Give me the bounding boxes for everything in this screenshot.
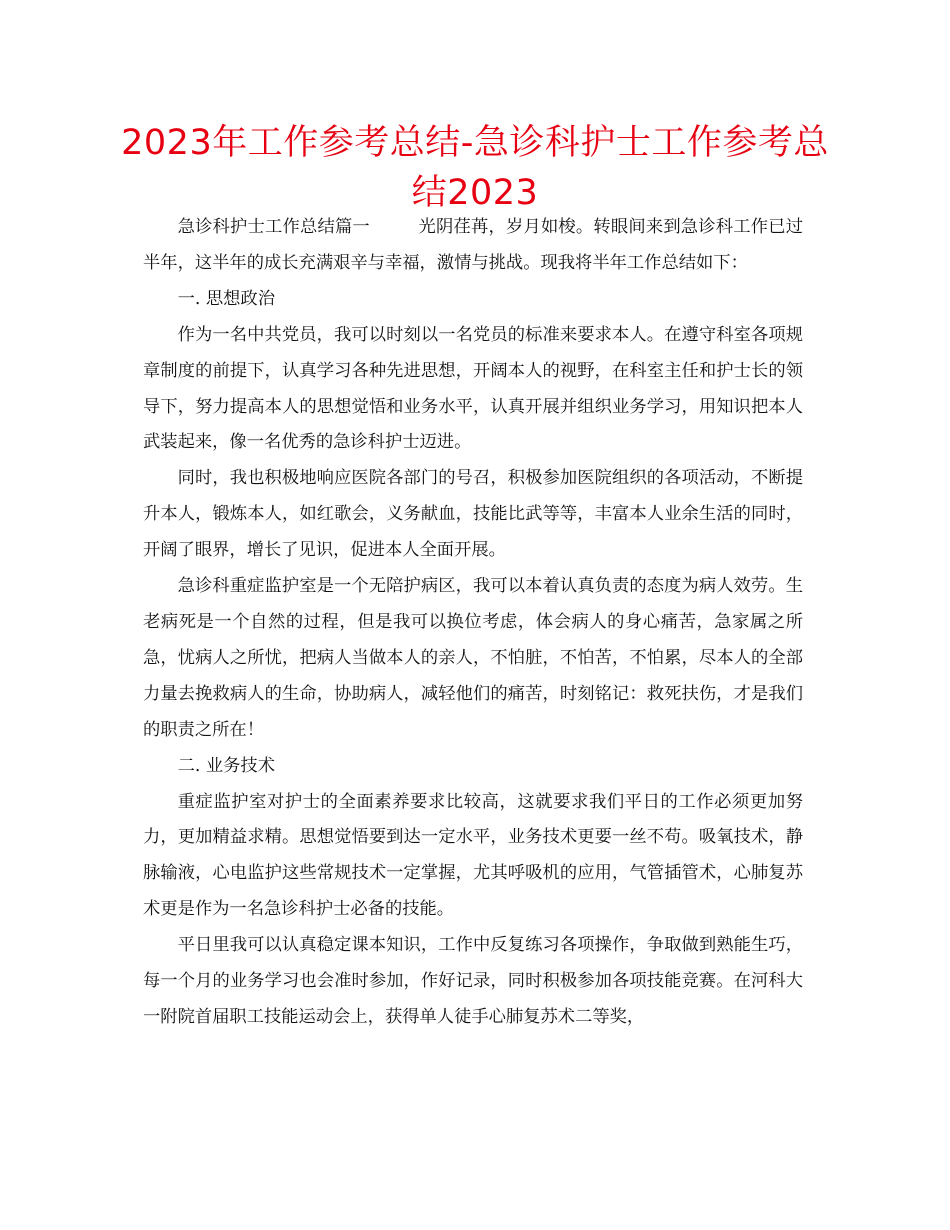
paragraph-text: 光阴荏苒，岁月如梭。转眼间来到急诊科工作已过半年，这半年的成长充满艰辛与幸福，激情与挑战。现我将半年工作总结如下：: [143, 217, 803, 273]
paragraph: 平日里我可以认真稳定课本知识，工作中反复练习各项操作，争取做到熟能生巧，每一个月的业务学习也会准时参加，作好记录，同时积极参加各项技能竞赛。在河科大一附院首届职工技能运动会上，获得单人徒手心肺复苏术二等奖，: [143, 935, 803, 1027]
paragraph-intro: [143, 210, 803, 282]
paragraph: 急诊科重症监护室是一个无陪护病区，我可以本着认真负责的态度为病人效劳。生老病死是一个自然的过程，但是我可以换位考虑，体会病人的身心痛苦，急家属之所急，忧病人之所忧，把病人当做本人的亲人，不怕脏，不怕苦，不怕累，尽本人的全部力量去挽救病人的生命，协助病人，减轻他们的痛苦，时刻铭记：救死扶伤，才是我们的职责之所在！: [143, 576, 803, 740]
paragraph: 重症监护室对护士的全面素养要求比较高，这就要求我们平日的工作必须更加努力，更加精益求精。思想觉悟要到达一定水平，业务技术更要一丝不苟。吸氧技术，静脉输液，心电监护这些常规技术一定掌握，尤其呼吸机的应用，气管插管术，心肺复苏术更是作为一名急诊科护士必备的技能。: [143, 791, 803, 920]
section-heading: 二. 业务技术: [177, 755, 275, 776]
paragraph: 作为一名中共党员，我可以时刻以一名党员的标准来要求本人。在遵守科室各项规章制度的前提下，认真学习各种先进思想，开阔本人的视野，在科室主任和护士长的领导下，努力提高本人的思想觉悟和业务水平，认真开展并组织业务学习，用知识把本人武装起来，像一名优秀的急诊科护士迈进。: [143, 324, 803, 453]
paragraph: 同时，我也积极地响应医院各部门的号召，积极参加医院组织的各项活动，不断提升本人，锻炼本人，如红歌会，义务献血，技能比武等等，丰富本人业余生活的同时，开阔了眼界，增长了见识，促进本人全面开展。: [143, 468, 803, 561]
section-heading-lead: 急诊科护士工作总结篇一: [177, 217, 370, 237]
document-title: 2023年工作参考总结-急诊科护士工作参考总结2023: [121, 123, 829, 213]
section-heading: 一. 思想政治: [177, 288, 275, 309]
document-body: [143, 210, 803, 1036]
